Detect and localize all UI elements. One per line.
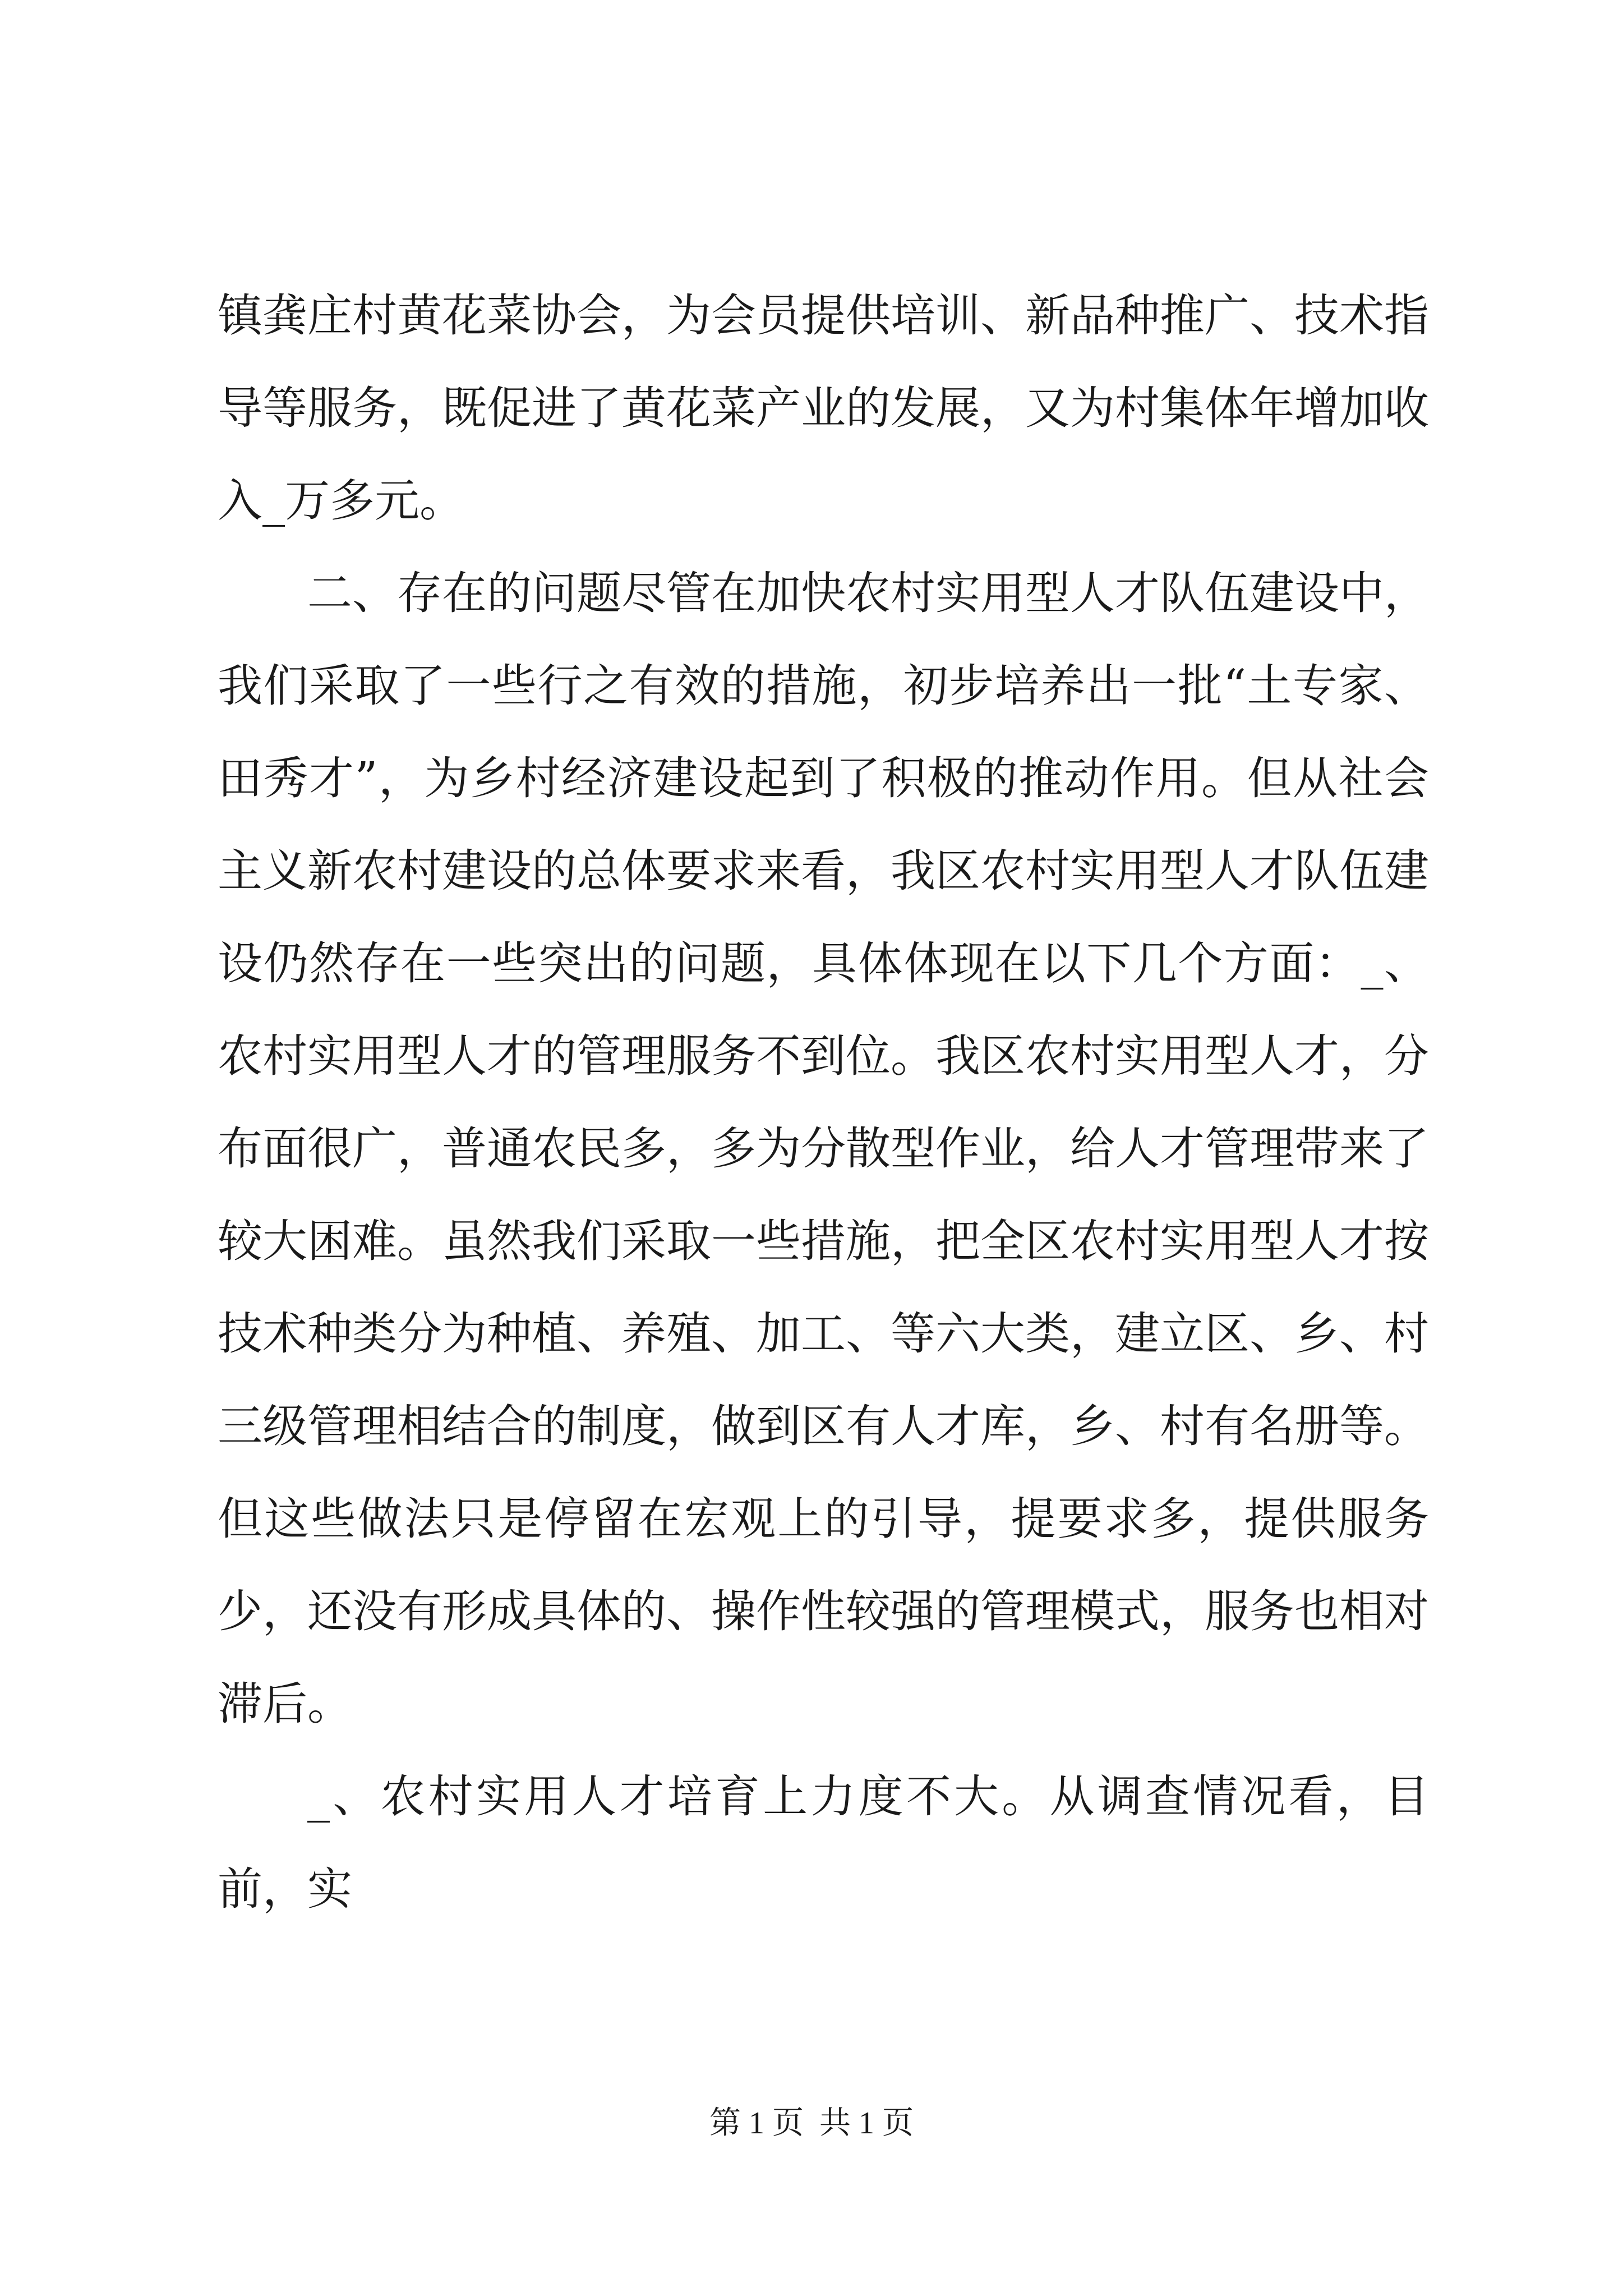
paragraph-training: _、农村实用人才培育上力度不大。从调查情况看，目前，实 (218, 1770, 1429, 1915)
page-footer (0, 2098, 1623, 2143)
paragraph-continuation: 镇龚庄村黄花菜协会，为会员提供培训、新品种推广、技术指导等服务，既促进了黄花菜产业的发展，又为村集体年增加收入_万多元。 (218, 289, 1429, 527)
paragraph-problems: 二、存在的问题尽管在加快农村实用型人才队伍建设中，我们采取了一些行之有效的措施，初步培养出一批“土专家、田秀才”，为乡村经济建设起到了积极的推动作用。但从社会主义新农村建设的总体要求来看，我区农村实用型人才队伍建设仍然存在一些突出的问题，具体体现在以下几个方面：_、农村实用型人才的管理服务不到位。我区农村实用型人才，分布面很广，普通农民多，多为分散型作业，给人才管理带来了较大困难。虽然我们采取一些措施，把全区农村实用型人才按技术种类分为种植、养殖、加工、等六大类，建立区、乡、村三级管理相结合的制度，做到区有人才库，乡、村有名册等。但这些做法只是停留在宏观上的引导，提要求多，提供服务少，还没有形成具体的、操作性较强的管理模式，服务也相对滞后。 (218, 567, 1429, 1730)
document-body (218, 269, 1429, 1935)
page-number-label: 第 1 页 共 1 页 (709, 2106, 914, 2141)
